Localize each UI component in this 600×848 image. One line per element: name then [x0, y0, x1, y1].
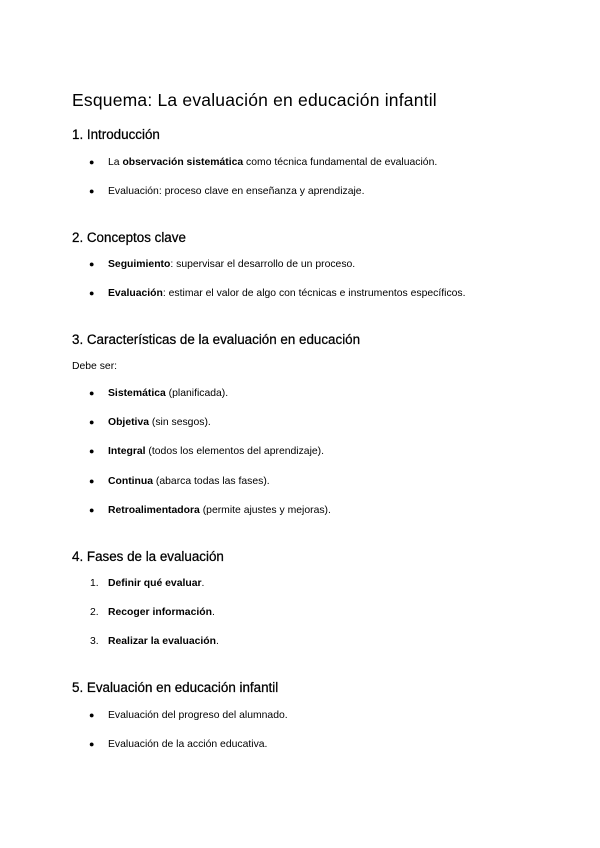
numbered-item: 3. Realizar la evaluación. [90, 636, 219, 647]
list-item: ● Evaluación del progreso del alumnado. [89, 710, 288, 721]
list-item: ● Evaluación: estimar el valor de algo con técnicas e instrumentos específicos. [89, 288, 466, 299]
bullet-icon: ● [89, 157, 95, 167]
list-item: ● Continua (abarca todas las fases). [89, 476, 270, 487]
list-item: ● Retroalimentadora (permite ajustes y mejoras). [89, 505, 331, 516]
list-item: ● Integral (todos los elementos del aprendizaje). [89, 446, 325, 457]
bullet-icon: ● [89, 476, 95, 486]
list-item: ● Evaluación: proceso clave en enseñanza y aprendizaje. [89, 186, 365, 197]
section-heading-educacion-infantil: 5. Evaluación en educación infantil [72, 680, 279, 695]
bullet-icon: ● [89, 710, 95, 720]
item-number: 1. [90, 578, 99, 589]
list-item: ● Seguimiento: supervisar el desarrollo de un proceso. [89, 259, 356, 270]
list-item: ● La observación sistemática como técnica fundamental de evaluación. [89, 157, 438, 168]
list-item: ● Sistemática (planificada). [89, 388, 229, 399]
section-intro-text: Debe ser: [72, 361, 118, 372]
document-title: Esquema: La evaluación en educación infantil [72, 90, 437, 110]
bullet-icon: ● [89, 505, 95, 515]
bullet-icon: ● [89, 446, 95, 456]
bullet-icon: ● [89, 388, 95, 398]
section-heading-fases: 4. Fases de la evaluación [72, 549, 224, 564]
bullet-icon: ● [89, 186, 95, 196]
section-heading-conceptos-clave: 2. Conceptos clave [72, 230, 186, 245]
bullet-icon: ● [89, 417, 95, 427]
list-item: ● Evaluación de la acción educativa. [89, 739, 268, 750]
bullet-icon: ● [89, 259, 95, 269]
item-number: 2. [90, 607, 99, 618]
section-heading-caracteristicas: 3. Características de la evaluación en educación [72, 332, 361, 347]
numbered-item: 1. Definir qué evaluar. [90, 578, 205, 589]
section-heading-introduccion: 1. Introducción [72, 127, 160, 142]
bullet-icon: ● [89, 288, 95, 298]
list-item: ● Objetiva (sin sesgos). [89, 417, 211, 428]
item-number: 3. [90, 636, 99, 647]
numbered-item: 2. Recoger información. [90, 607, 215, 618]
bullet-icon: ● [89, 739, 95, 749]
